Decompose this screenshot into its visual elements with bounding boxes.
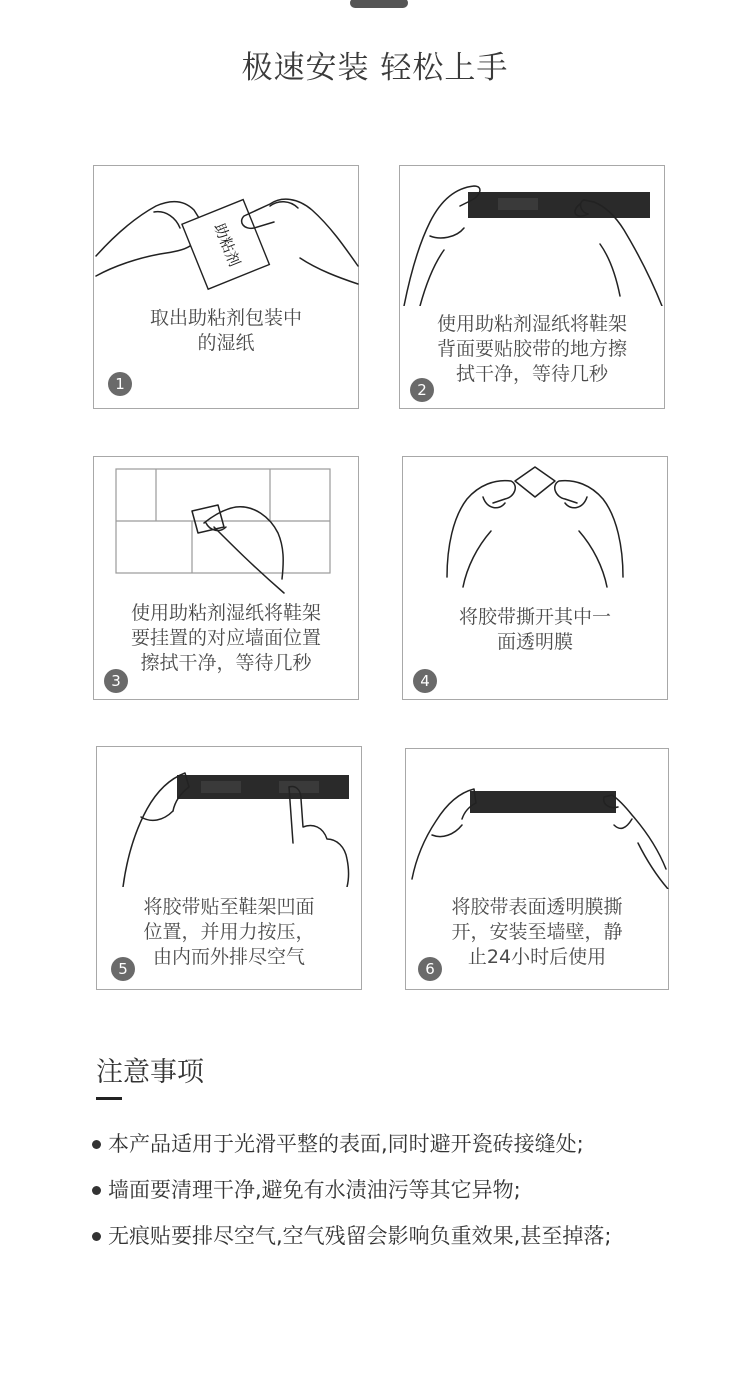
step-card-5 [96, 746, 362, 990]
notes-title: 注意事项 [96, 1057, 204, 1088]
step-card-6 [405, 748, 669, 990]
step-card-3 [93, 456, 359, 700]
note-item: 无痕贴要排尽空气,空气残留会影响负重效果,甚至掉落; [90, 1220, 611, 1266]
packet-label: 助粘剂 [210, 220, 244, 270]
hands-opening-packet-illustration [94, 166, 360, 306]
peeling-film-illustration [403, 457, 669, 597]
note-item: 墙面要清理干净,避免有水渍油污等其它异物; [90, 1174, 611, 1220]
notes-list [90, 1128, 611, 1266]
mounting-rack-illustration [406, 749, 670, 889]
wiping-rack-back-illustration [400, 166, 666, 306]
step-text: 将胶带撕开其中一 面透明膜 [458, 606, 611, 653]
step-text: 使用助粘剂湿纸将鞋架 要挂置的对应墙面位置 擦拭干净，等待几秒 [130, 602, 321, 674]
step-card-1 [93, 165, 359, 409]
step-text: 使用助粘剂湿纸将鞋架 背面要贴胶带的地方擦 拭干净，等待几秒 [436, 313, 627, 385]
note-item: 本产品适用于光滑平整的表面,同时避开瓷砖接缝处; [90, 1128, 611, 1174]
step-number-badge: 3 [104, 669, 128, 693]
step-text: 将胶带表面透明膜撕 开，安装至墙壁，静 止24小时后使用 [451, 896, 623, 968]
step-text: 取出助粘剂包装中 的湿纸 [149, 307, 302, 354]
page-title: 极速安装 轻松上手 [241, 50, 509, 86]
step-number-badge: 2 [410, 378, 434, 402]
step-number-badge: 4 [413, 669, 437, 693]
step-text: 将胶带贴至鞋架凹面 位置，并用力按压， 由内而外排尽空气 [143, 896, 315, 968]
step-card-2 [399, 165, 665, 409]
notes-title-underline [96, 1097, 122, 1100]
step-number-badge: 5 [111, 957, 135, 981]
wiping-wall-illustration [94, 457, 360, 597]
drag-handle-bar [350, 0, 408, 8]
step-card-4 [402, 456, 668, 700]
step-number-badge: 1 [108, 372, 132, 396]
pressing-tape-illustration [97, 747, 363, 887]
step-number-badge: 6 [418, 957, 442, 981]
